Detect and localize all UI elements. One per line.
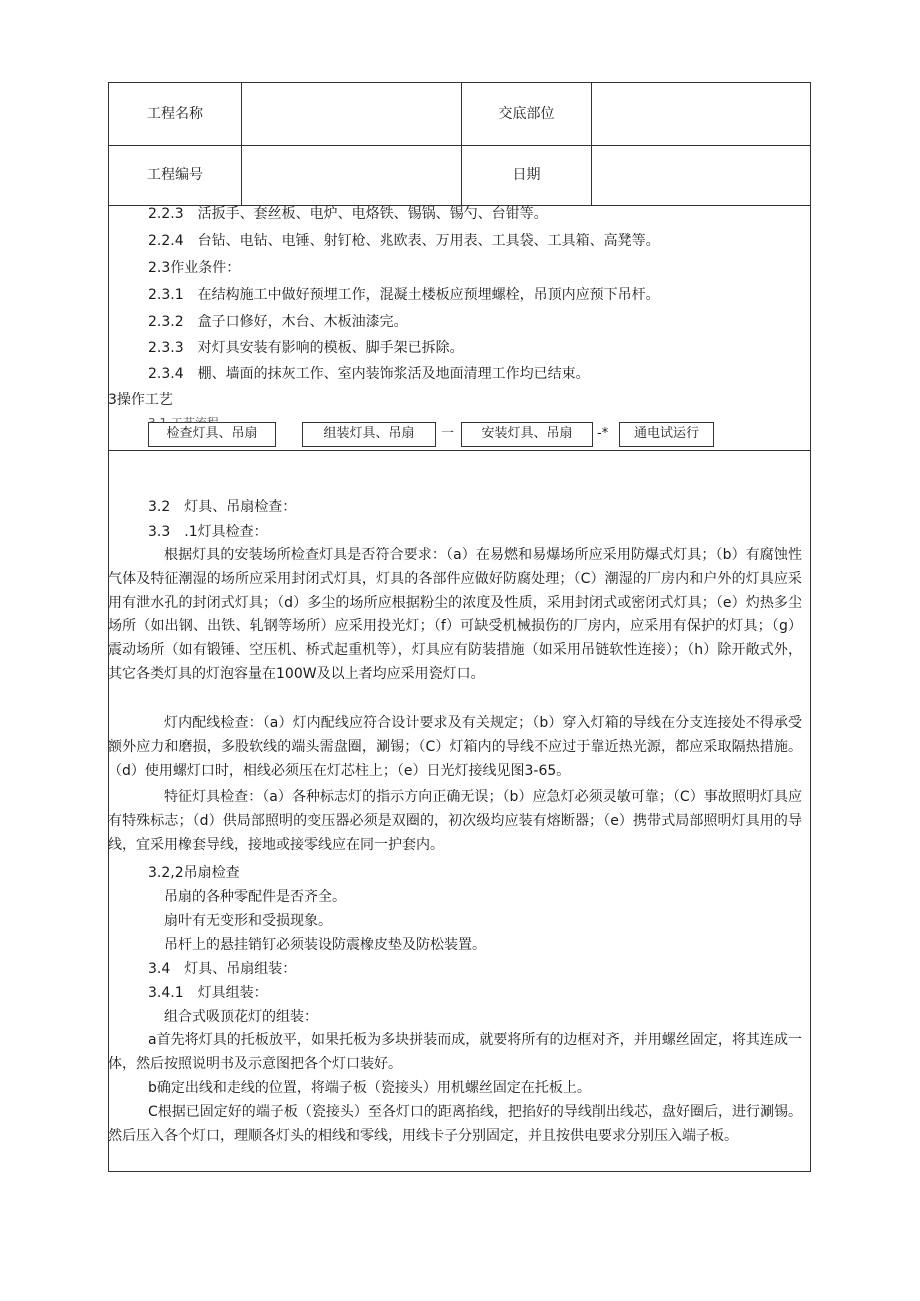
- condition-item: 2.3.1 在结构施工中做好预埋工作，混凝土楼板应预埋螺栓，吊顶内应预下吊杆。: [148, 287, 660, 303]
- flow-connector: -*: [597, 426, 609, 441]
- flow-step-install: 安装灯具、吊扇: [461, 422, 593, 447]
- step-a: a首先将灯具的托板放平，如果托板为多块拼装而成，就要将所有的边框对齐，并用螺丝固定，将其连成一体，然后按照说明书及示意图把各个灯口装好。: [108, 1032, 802, 1072]
- col-divider: [461, 83, 462, 205]
- tool-item: 2.2.3 活扳手、套丝板、电炉、电烙铁、锡锅、锡勺、台钳等。: [148, 206, 548, 222]
- condition-item: 2.3.2 盒子口修好，木台、木板油漆完。: [148, 314, 408, 330]
- fan-check-item: 吊杆上的悬挂销钉必须装设防震橡皮垫及防松装置。: [164, 937, 486, 953]
- col-divider: [591, 83, 592, 205]
- condition-item: 2.3.3 对灯具安装有影响的模板、脚手架已拆除。: [148, 340, 464, 356]
- tool-item: 2.2.4 台钻、电钻、电锤、射钉枪、兆欧表、万用表、工具袋、工具箱、高凳等。: [148, 233, 660, 249]
- combo-lamp-heading: 组合式吸顶花灯的组装：: [164, 1009, 318, 1025]
- step-c: C根据已固定好的端子板（瓷接头）至各灯口的距离掐线，把掐好的导线削出线芯，盘好圈后，进行涮锡。然后压入各个灯口，理顺各灯头的相线和零线，用线卡子分别固定，并且按供电要求分别压入端子板。: [108, 1104, 802, 1144]
- fan-check-item: 扇叶有无变形和受损现象。: [164, 913, 332, 929]
- subsection-3-4: 3.4 灯具、吊扇组装：: [148, 961, 297, 977]
- flow-step-test-run: 通电试运行: [619, 422, 714, 447]
- conditions-heading: 2.3作业条件：: [148, 260, 241, 276]
- condition-item: 2.3.4 棚、墙面的抹灰工作、室内装饰浆活及地面清理工作均已结束。: [148, 366, 590, 382]
- date-label: 日期: [512, 167, 541, 183]
- row-divider: [109, 145, 810, 146]
- col-divider: [241, 83, 242, 205]
- subsection-3-2: 3.2 灯具、吊扇检查：: [148, 499, 297, 515]
- paragraph-lamp-check: 根据灯具的安装场所检查灯具是否符合要求：（a）在易燃和易爆场所应采用防爆式灯具；（b）有腐蚀性气体及特征潮湿的场所应采用封闭式灯具，灯具的各部件应做好防腐处理；（C）潮湿的厂房内和户外的灯具应采用有泄水孔的封闭式灯具；（d）多尘的场所应根据粉尘的浓度及性质，采用封闭式或密闭式灯具；（e）灼热多尘场所（如出钢、出铁、轧钢等场所）应采用投光灯；（f）可缺受机械损伤的厂房内，应采用有保护的灯具；（g）震动场所（如有锻锤、空压机、桥式起重机等），灯具应有防装措施（如采用吊链软性连接）；（h）除开敞式外，其它各类灯具的灯泡容量在100W及以上者均应采用瓷灯口。: [108, 547, 802, 682]
- subsection-3-4-1: 3.4.1 灯具组装：: [148, 985, 268, 1001]
- section-3-heading: 3操作工艺: [108, 392, 173, 408]
- subsection-3-2-2: 3.2,2吊扇检查: [148, 865, 240, 881]
- step-b: b确定出线和走线的位置，将端子板（瓷接头）用机螺丝固定在托板上。: [148, 1080, 591, 1096]
- flow-step-inspect: 检查灯具、吊扇: [148, 422, 276, 447]
- project-name-label: 工程名称: [147, 106, 203, 122]
- project-no-label: 工程编号: [147, 167, 203, 183]
- subsection-3-2-1: 3.3 .1灯具检查：: [148, 524, 268, 540]
- flow-connector: 一: [441, 426, 455, 441]
- paragraph-special-lamp-check: 特征灯具检查：（a）各种标志灯的指示方向正确无误；（b）应急灯必须灵敏可靠；（C）事故照明灯具应有特殊标志；（d）供局部照明的变压器必须是双圈的，初次级均应装有熔断器；（e）携带式局部照明灯具用的导线，宜采用橡套导线，接地或接零线应在同一护套内。: [108, 789, 802, 853]
- fan-check-item: 吊扇的各种零配件是否齐全。: [164, 889, 346, 905]
- row-divider: [109, 450, 810, 451]
- paragraph-wiring-check: 灯内配线检查：（a）灯内配线应符合设计要求及有关规定；（b）穿入灯箱的导线在分支连接处不得承受额外应力和磨损，多股软线的端头需盘圈，涮锡；（C）灯箱内的导线不应过于靠近热光源，都应采取隔热措施。（d）使用螺灯口时，相线必须压在灯芯柱上；（e）日光灯接线见图3-65。: [108, 715, 802, 779]
- flow-step-assemble: 组装灯具、吊扇: [302, 422, 436, 447]
- location-label: 交底部位: [498, 106, 555, 122]
